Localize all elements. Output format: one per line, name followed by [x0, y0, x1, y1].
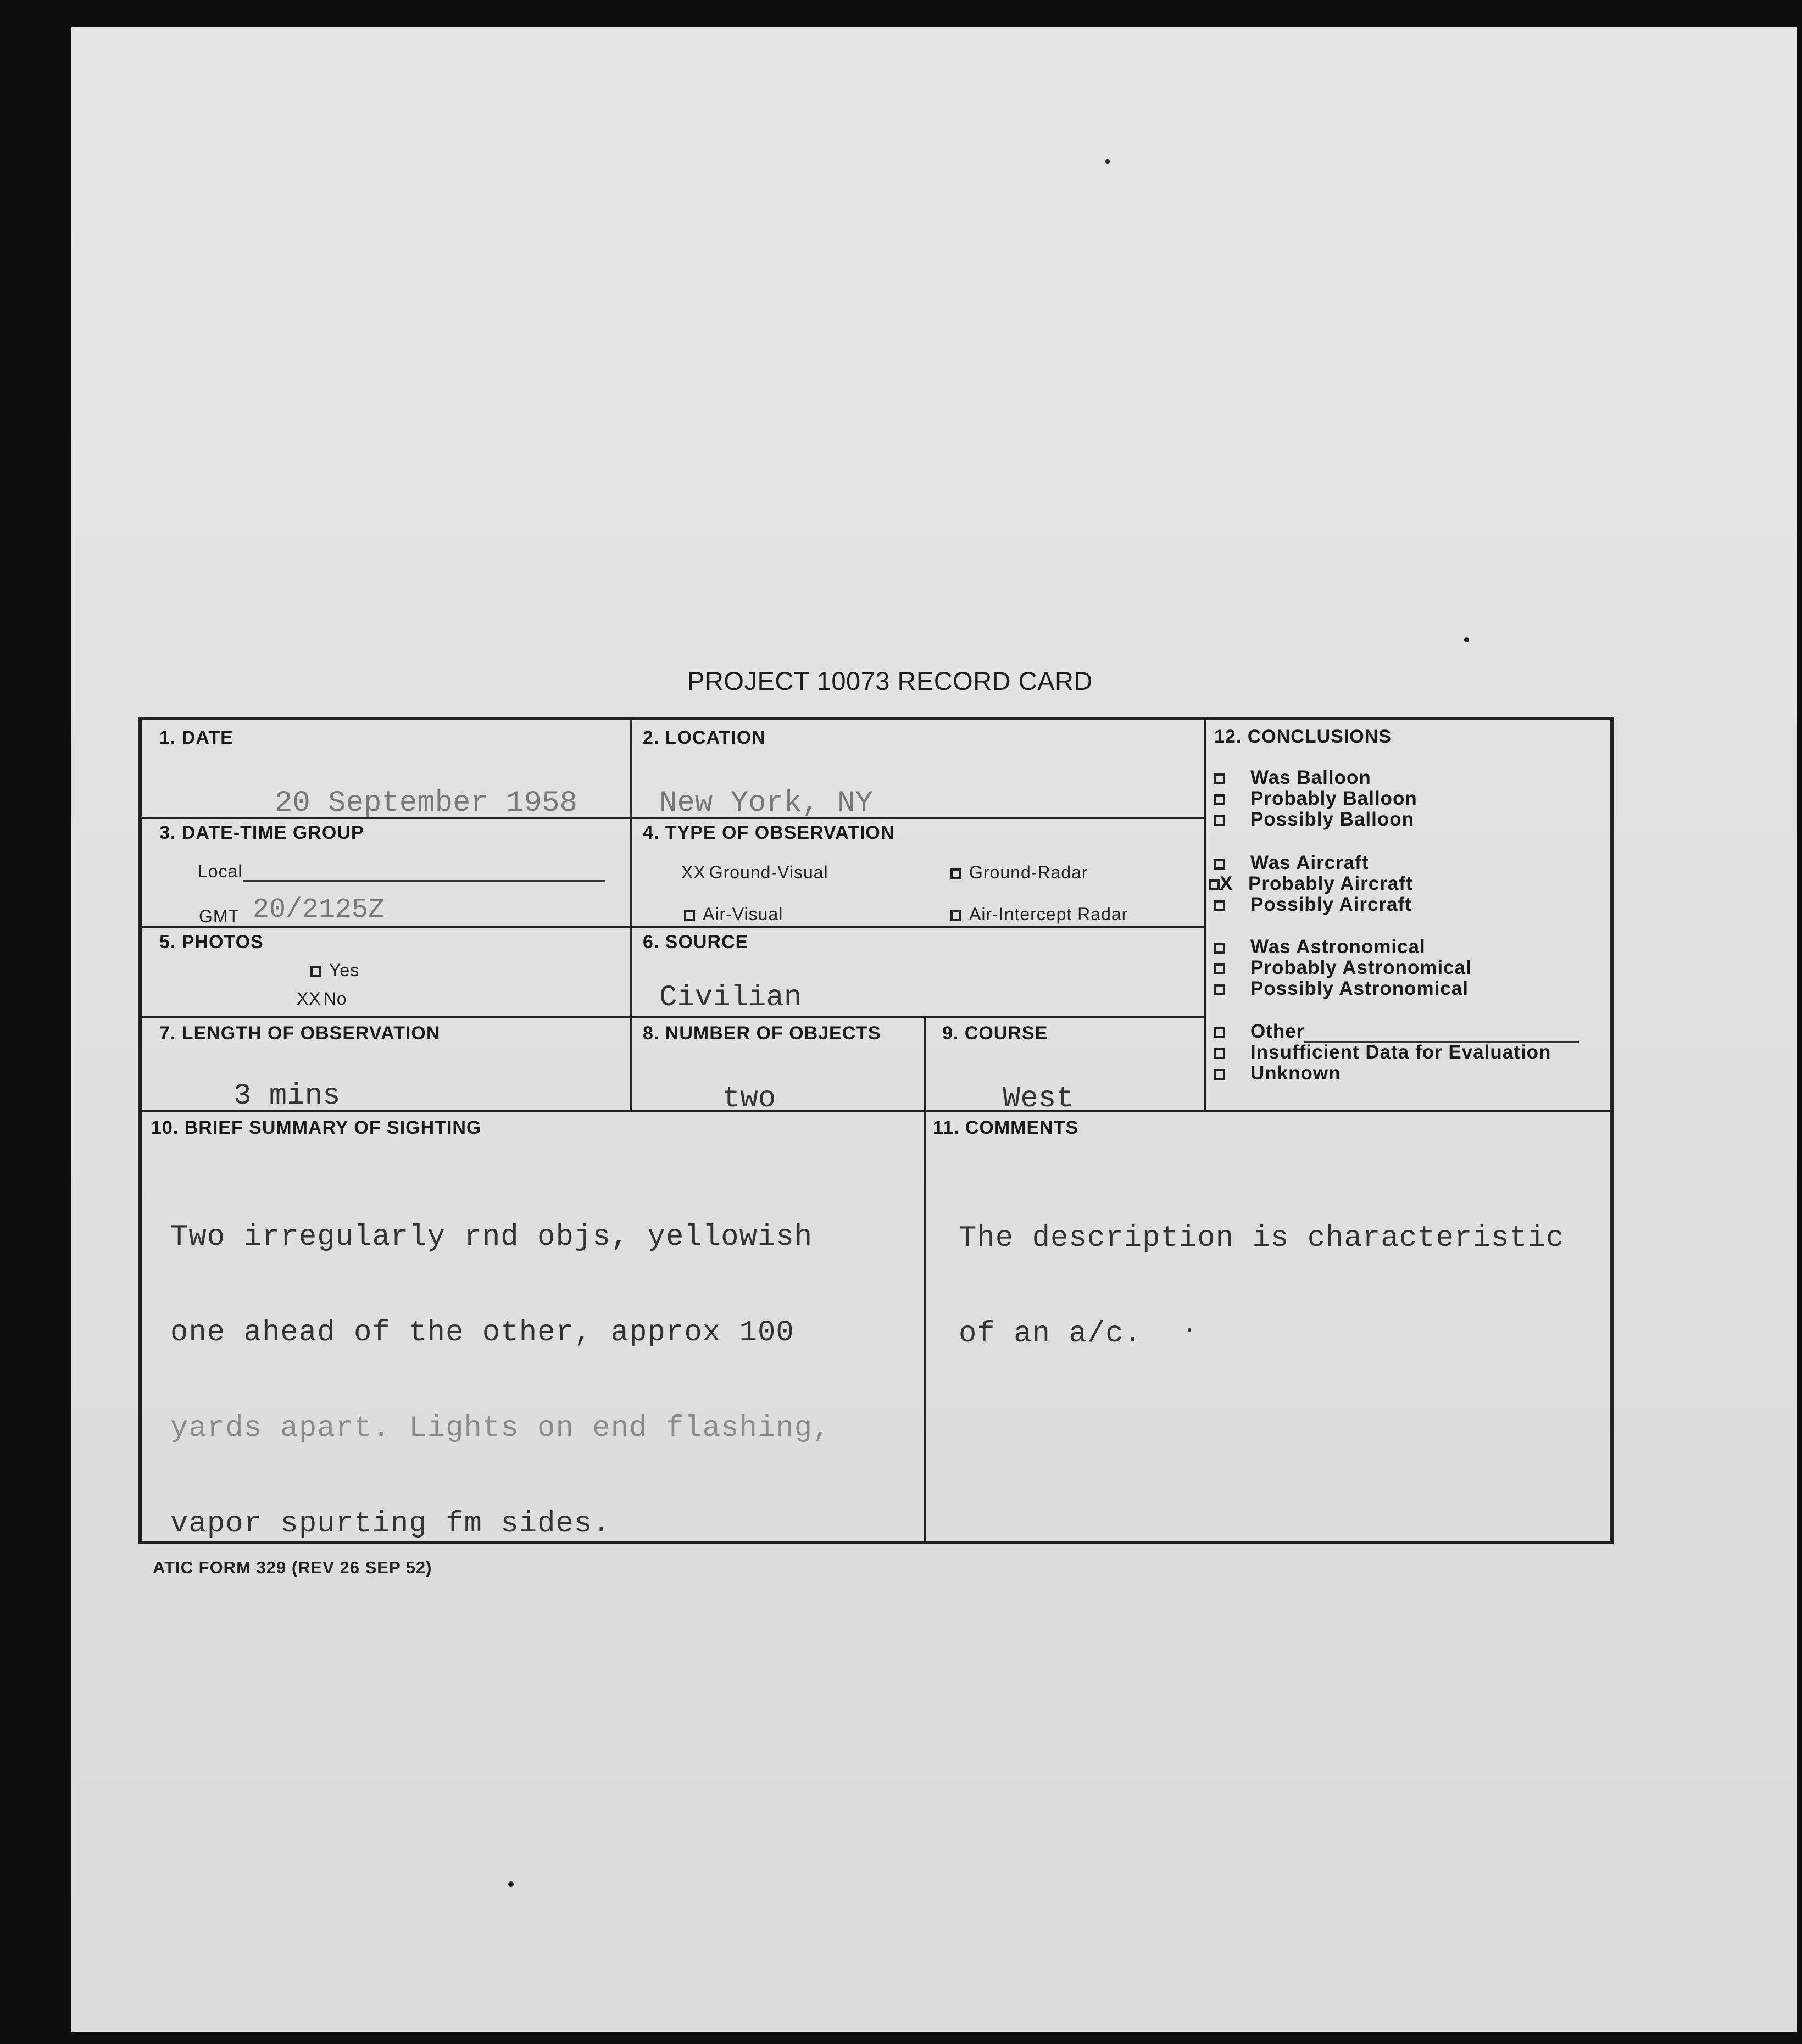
- conclusion-item: Was Balloon: [1214, 767, 1371, 789]
- objects-label: 8. NUMBER OF OBJECTS: [643, 1023, 881, 1044]
- conclusion-item: Probably Astronomical: [1214, 957, 1472, 979]
- gmt-label: GMT: [199, 906, 240, 926]
- divider: [142, 926, 1204, 928]
- photos-no-mark: XX: [297, 989, 321, 1009]
- air-intercept-radar-option: [950, 904, 1128, 924]
- summary-line: one ahead of the other, approx 100: [170, 1316, 794, 1350]
- conclusion-item-checked: X Probably Aircraft: [1209, 873, 1413, 895]
- photos-yes-label: Yes: [329, 960, 360, 980]
- divider: [142, 1016, 1204, 1018]
- local-label: Local: [198, 861, 243, 881]
- form-number: ATIC FORM 329 (REV 26 SEP 52): [153, 1558, 432, 1577]
- conclusion-item: Was Aircraft: [1214, 852, 1369, 874]
- ground-radar-option: [950, 862, 1088, 883]
- checkbox-icon: [1214, 773, 1225, 784]
- local-time-field: [198, 861, 605, 882]
- checkbox-icon: [1214, 900, 1225, 911]
- photos-no-label: No: [323, 989, 347, 1009]
- air-visual-label: Air-Visual: [703, 904, 783, 924]
- conclusion-item: Possibly Astronomical: [1214, 978, 1469, 1000]
- ground-visual-mark: XX: [681, 862, 706, 882]
- checkbox-icon: [1214, 943, 1225, 954]
- summary-line: vapor spurting fm sides.: [170, 1507, 611, 1541]
- air-visual-option: [684, 904, 783, 924]
- date-label: 1. DATE: [159, 727, 233, 748]
- conclusion-item: Possibly Aircraft: [1214, 894, 1412, 916]
- scan-speck: [1464, 637, 1469, 642]
- location-label: 2. LOCATION: [643, 727, 766, 748]
- checkbox-icon: [1214, 1027, 1225, 1038]
- course-label: 9. COURSE: [942, 1023, 1048, 1044]
- photos-label: 5. PHOTOS: [159, 932, 264, 953]
- checkbox-icon: [1214, 815, 1225, 826]
- summary-text: [170, 1158, 831, 1572]
- summary-label: 10. BRIEF SUMMARY OF SIGHTING: [151, 1117, 482, 1138]
- date-time-group-label: 3. DATE-TIME GROUP: [159, 822, 364, 843]
- scan-speck: [1188, 1328, 1191, 1332]
- length-label: 7. LENGTH OF OBSERVATION: [159, 1023, 441, 1044]
- comments-label: 11. COMMENTS: [933, 1117, 1079, 1138]
- divider: [1204, 719, 1206, 1111]
- checkbox-icon: [1214, 1048, 1225, 1059]
- divider: [142, 1110, 1611, 1112]
- air-intercept-radar-label: Air-Intercept Radar: [969, 904, 1128, 924]
- comments-line: of an a/c.: [959, 1317, 1143, 1351]
- checkbox-icon: [1214, 984, 1225, 995]
- checkbox-icon: [1209, 879, 1220, 890]
- length-value: 3 mins: [233, 1079, 341, 1113]
- scan-speck: [508, 1881, 514, 1887]
- card-title: PROJECT 10073 RECORD CARD: [687, 666, 1093, 695]
- checked-mark: X: [1220, 873, 1233, 894]
- local-underline: [243, 880, 605, 882]
- divider: [924, 1018, 926, 1542]
- objects-value: two: [722, 1082, 776, 1116]
- checkbox-icon: [950, 868, 961, 879]
- summary-line: Two irregularly rnd objs, yellowish: [170, 1221, 813, 1254]
- conclusion-item-other: Other: [1214, 1021, 1579, 1043]
- photos-no-option: [297, 989, 347, 1009]
- gmt-value: 20/2125Z: [253, 894, 385, 926]
- conclusion-item: Was Astronomical: [1214, 936, 1426, 958]
- conclusion-item: Probably Balloon: [1214, 788, 1417, 810]
- source-value: Civilian: [659, 981, 802, 1015]
- ground-visual-label: Ground-Visual: [709, 862, 828, 882]
- conclusions-label: 12. CONCLUSIONS: [1214, 726, 1392, 747]
- checkbox-icon: [1214, 794, 1225, 805]
- course-value: West: [1003, 1082, 1074, 1116]
- photos-yes-option: [310, 960, 359, 981]
- date-value: 20 September 1958: [275, 787, 577, 820]
- conclusion-item: Unknown: [1214, 1062, 1341, 1084]
- checkbox-icon: [684, 910, 695, 921]
- checkbox-icon: [1214, 963, 1225, 974]
- checkbox-icon: [1214, 1069, 1225, 1080]
- observation-type-label: 4. TYPE OF OBSERVATION: [643, 822, 895, 843]
- checkbox-icon: [310, 966, 321, 977]
- scan-speck: [1105, 159, 1110, 164]
- checkbox-icon: [1214, 859, 1225, 870]
- comments-text: [959, 1159, 1629, 1382]
- conclusion-item: Insufficient Data for Evaluation: [1214, 1042, 1551, 1063]
- ground-radar-label: Ground-Radar: [969, 862, 1088, 882]
- source-label: 6. SOURCE: [643, 932, 749, 953]
- conclusion-item: Possibly Balloon: [1214, 809, 1414, 831]
- checkbox-icon: [950, 910, 961, 921]
- comments-line: The description is characteristic: [959, 1222, 1565, 1255]
- divider: [630, 719, 632, 1111]
- ground-visual-option: [681, 862, 828, 883]
- summary-line: yards apart. Lights on end flashing,: [170, 1412, 831, 1445]
- location-value: New York, NY: [659, 787, 873, 820]
